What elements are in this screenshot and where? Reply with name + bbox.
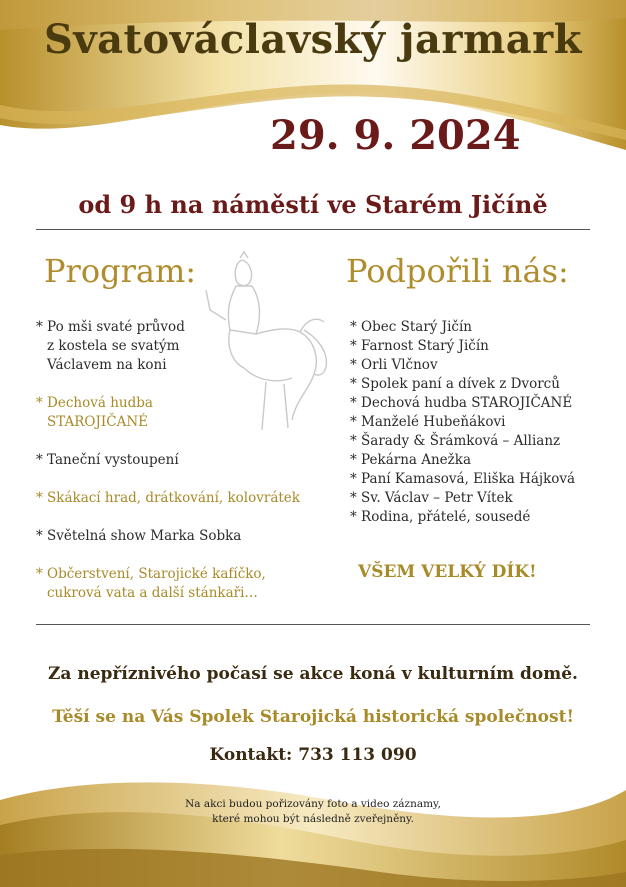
- sponsor-item: * Sv. Václav – Petr Vítek: [350, 490, 513, 506]
- program-item-line: cukrová vata a další stánkaři…: [47, 585, 258, 601]
- program-item: [36, 394, 326, 432]
- program-heading: Program:: [44, 252, 197, 290]
- sponsor-item: * Rodina, přátelé, sousedé: [350, 509, 531, 525]
- greeting-text: Těší se na Vás Spolek Starojická historická společnost!: [52, 707, 574, 727]
- photo-notice: [0, 797, 626, 827]
- program-item: [36, 318, 326, 375]
- program-item-line: Václavem na koni: [47, 357, 167, 373]
- program-item-line: z kostela se svatým: [47, 338, 180, 354]
- sponsor-item: * Obec Starý Jičín: [350, 319, 472, 335]
- program-item-line: STAROJIČANÉ: [47, 414, 148, 430]
- contact-phone: Kontakt: 733 113 090: [209, 745, 417, 765]
- divider-bottom: [36, 624, 590, 625]
- weather-notice: Za nepříznivého počasí se akce koná v kulturním domě.: [48, 664, 578, 684]
- photo-notice-line: které mohou být následně zveřejněny.: [212, 813, 414, 825]
- event-subtitle: od 9 h na náměstí ve Starém Jičíně: [78, 190, 548, 219]
- program-item-line: * Dechová hudba: [36, 395, 153, 411]
- program-item: [36, 527, 326, 546]
- sponsor-item: * Farnost Starý Jičín: [350, 338, 489, 354]
- sponsors-list: [350, 318, 615, 527]
- event-title: Svatováclavský jarmark: [44, 16, 582, 63]
- sponsor-item: * Dechová hudba STAROJIČANÉ: [350, 395, 573, 411]
- program-list: [36, 318, 326, 622]
- program-item: [36, 565, 326, 603]
- program-item-line: * Taneční vystoupení: [36, 452, 179, 468]
- photo-notice-line: Na akci budou pořizovány foto a video záznamy,: [185, 798, 441, 810]
- thanks-text: VŠEM VELKÝ DÍK!: [358, 562, 537, 582]
- sponsor-item: * Manželé Hubeňákovi: [350, 414, 506, 430]
- sponsor-item: * Pekárna Anežka: [350, 452, 471, 468]
- program-item: [36, 489, 326, 508]
- program-item-line: * Světelná show Marka Sobka: [36, 528, 242, 544]
- sponsors-heading: Podpořili nás:: [346, 252, 569, 290]
- program-item: [36, 451, 326, 470]
- program-item-line: * Občerstvení, Starojické kafíčko,: [36, 566, 266, 582]
- sponsor-item: * Orli Vlčnov: [350, 357, 438, 373]
- divider-top: [36, 229, 590, 230]
- sponsor-item: * Šarady & Šrámková – Allianz: [350, 433, 561, 449]
- program-item-line: * Skákací hrad, drátkování, kolovrátek: [36, 490, 300, 506]
- sponsor-item: * Spolek paní a dívek z Dvorců: [350, 376, 560, 392]
- sponsor-item: * Paní Kamasová, Eliška Hájková: [350, 471, 576, 487]
- event-date: 29. 9. 2024: [270, 112, 521, 159]
- program-item-line: * Po mši svaté průvod: [36, 319, 185, 335]
